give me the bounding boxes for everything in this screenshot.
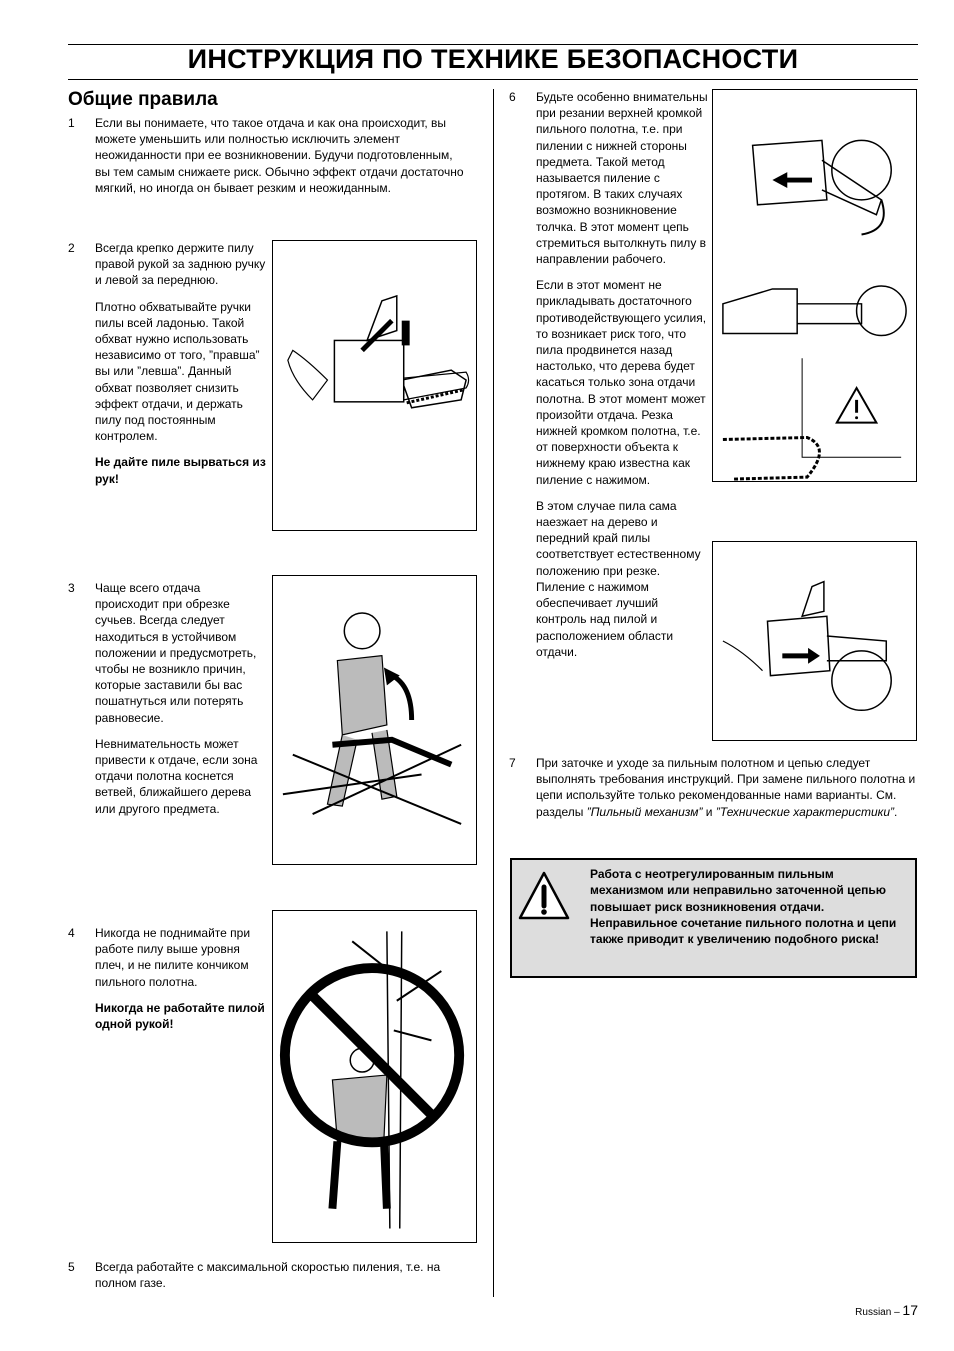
section-title: Общие правила [68,89,218,110]
item-3-text [95,580,267,827]
item-number-1: 1 [68,116,75,130]
figure-push-cut [712,541,917,741]
warning-triangle-icon [518,870,570,922]
item-number-6: 6 [509,90,516,104]
item-7-conjunction: и [702,804,716,819]
prohibition-illustration [273,911,476,1242]
item-2-warning: Не дайте пиле вырваться из рук! [95,455,266,486]
item-7-end: . [894,804,898,819]
figure-pull-cut [712,89,917,482]
item-6-paragraph-3: В этом случае пила сама наезжает на дерево и передний край пилы соответствует естественному положению при резке. Пиление с нажимом обеспечивает лучший контроль над пилой и расположением области отдачи. [536,498,701,659]
page-title: ИНСТРУКЦИЯ ПО ТЕХНИКЕ БЕЗОПАСНОСТИ [187,44,799,74]
limbing-worker-illustration [273,576,476,864]
item-number-7: 7 [509,756,516,770]
item-2-paragraph-1: Всегда крепко держите пилу правой рукой за заднюю ручку и левой за переднюю. [95,241,266,288]
item-1-text: Если вы понимаете, что такое отдача и как она происходит, вы можете уменьшить или полностью исключить элемент неожиданности при ее возникновении. Будучи подготовленным, вы тем самым снижаете риск. Обычно эффект отдачи достаточно мягкий, но иногда он бывает резким и неожиданным. [95,116,464,195]
item-4-text [95,925,267,1042]
figure-limbing-kickback [272,575,477,865]
item-6-paragraph-1: Будьте особенно внимательны при резании верхней кромкой пильного полотна, т.е. при пилении с нижней стороны предмета. Такой метод называется пиление с протягом. В таких случаях возможно возникновение толчка. В этот момент цепь стремиться вытолкнуть пилу в направлении рабочего. [536,90,708,267]
item-5-text: Всегда работайте с максимальной скоростью пиления, т.е. на полном газе. [95,1260,441,1291]
item-number-3: 3 [68,581,75,595]
item-4-paragraph-1: Никогда не поднимайте при работе пилу выше уровня плеч, и не пилите кончиком пильного полотна. [95,926,251,989]
title-underline [68,79,918,80]
item-6-text [536,89,708,670]
item-number-5: 5 [68,1260,75,1274]
column-divider [493,89,494,1297]
item-7-reference-chain-mechanism: ”Пильный механизм” [586,804,703,819]
item-7-text [536,755,918,820]
pull-cut-illustration [713,90,916,481]
page-number: 17 [902,1302,918,1318]
item-6-paragraph-2: Если в этот момент не прикладывать достаточного противодействующего усилия, то возникает риск того, что пила продвинется назад настолько, что дерева будет касаться только зона отдачи полотна. В этот момент может произойти отдача. Резка нижней кромком полотна, т.е. от поверхности объекта к нижнему краю известна как пиление с нажимом. [536,278,707,487]
item-2-paragraph-2: Плотно обхватывайте ручки пилы всей ладонью. Такой обхват нужно использовать независимо от того, ”правша” вы или ”левша”. Данный обхват позволяет снизить эффект отдачи, и держать пилу под постоянным контролем. [95,299,260,444]
item-number-4: 4 [68,926,75,940]
figure-grip-chainsaw [272,240,477,531]
chainsaw-grip-illustration [273,241,476,530]
item-3-paragraph-2: Невнимательность может привести к отдаче, если зона отдачи полотна коснется ветвей, ближайшего дерева или другого предмета. [95,736,258,816]
figure-prohibited-overhead-cut [272,910,477,1243]
item-3-paragraph-1: Чаще всего отдача происходит при обрезке сучьев. Всегда следует находиться в устойчивом положении и предусмотреть, чтобы не возникло причин, которые заставили бы вас пошатнуться или потерять равновесие. [95,581,257,725]
warning-text: Работа с неотрегулированным пильным механизмом или неправильно заточенной цепью повышает риск возникновения отдачи. Неправильное сочетание пильного полотна и цепи также приводит к увеличению подобного риска! [590,867,897,947]
item-4-warning: Никогда не работайте пилой одной рукой! [95,1000,265,1032]
push-cut-illustration [713,542,916,740]
item-7-reference-technical-data: ”Технические характеристики” [715,804,894,819]
page-footer [855,1302,918,1318]
item-7-body: При заточке и уходе за пильным полотном и цепью следует выполнять требования инструкций. При замене пильного полотна и цепи используйте только рекомендованные нами варианты. См. разделы [536,756,916,819]
item-number-2: 2 [68,241,75,255]
item-2-text [95,240,267,497]
footer-language: Russian – [855,1307,903,1318]
